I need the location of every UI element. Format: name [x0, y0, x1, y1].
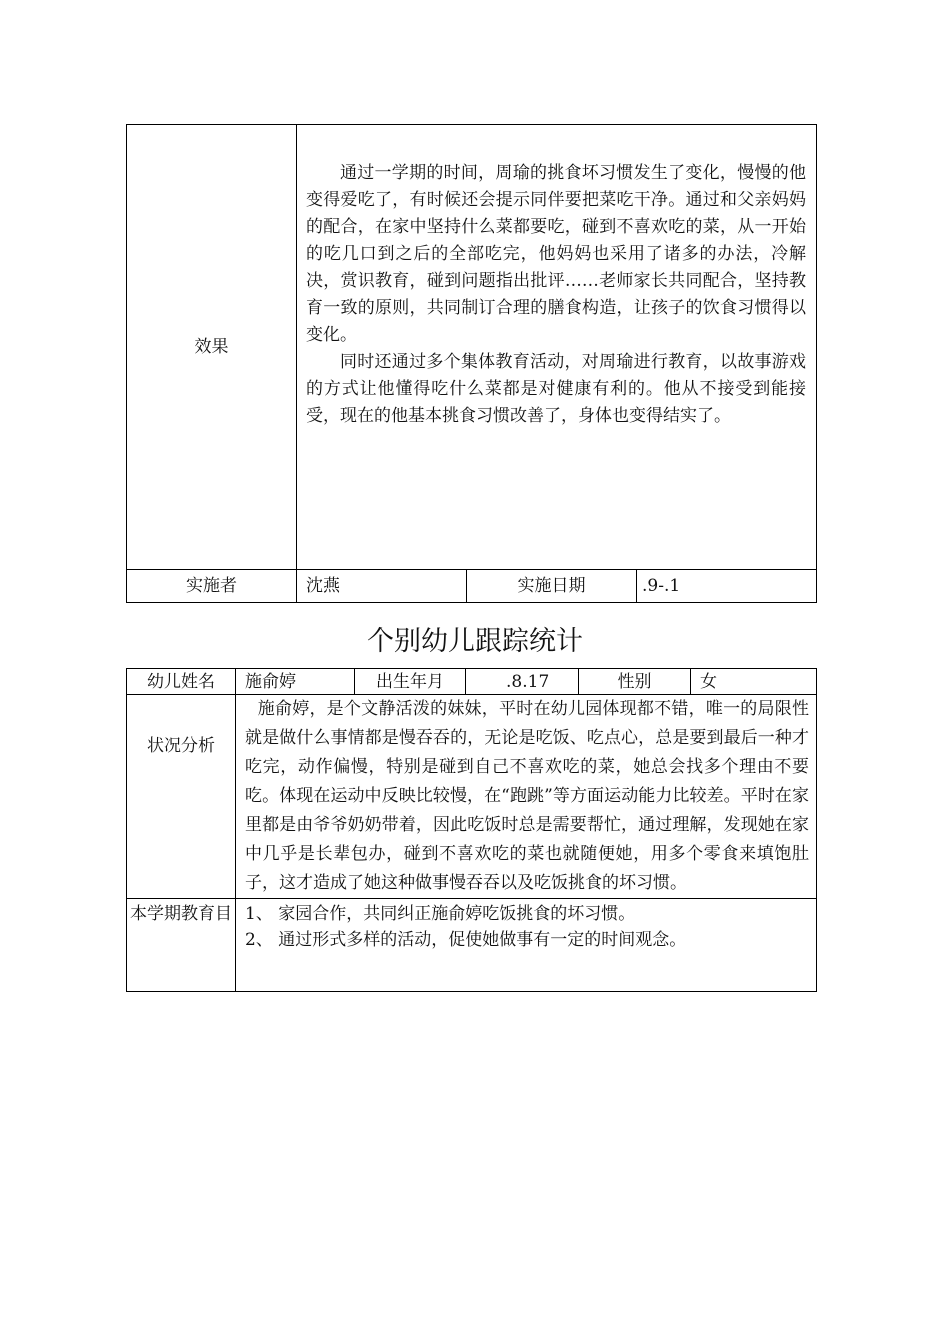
effect-content	[297, 125, 817, 570]
implementer-label: 实施者	[127, 570, 297, 603]
child-name-label: 幼儿姓名	[127, 669, 236, 695]
implementation-date-value: .9-.1	[637, 570, 817, 603]
goals-content	[236, 899, 817, 992]
birth-date-label: 出生年月	[355, 669, 466, 695]
implementation-date-label: 实施日期	[467, 570, 637, 603]
implementer-value: 沈燕	[297, 570, 467, 603]
analysis-text: 施俞婷，是个文静活泼的妹妹，平时在幼儿园体现都不错，唯一的局限性就是做什么事情都是慢吞吞的，无论是吃饭、吃点心，总是要到最后一种才吃完，动作偏慢，特别是碰到自己不喜欢吃的菜，她总会找多个理由不要吃。体现在运动中反映比较慢，在“跑跳”等方面运动能力比较差。平时在家里都是由爷爷奶奶带着，因此吃饭时总是需要帮忙，通过理解，发现她在家中几乎是长辈包办，碰到不喜欢吃的菜也就随便她，用多个零食来填饱肚子，这才造成了她这种做事慢吞吞以及吃饭挑食的坏习惯。	[245, 699, 809, 893]
analysis-row	[127, 695, 817, 899]
effect-paragraph: 通过一学期的时间，周瑜的挑食坏习惯发生了变化，慢慢的他变得爱吃了，有时候还会提示同伴要把菜吃干净。通过和父亲妈妈的配合，在家中坚持什么菜都要吃，碰到不喜欢吃的菜，从一开始的吃几口到之后的全部吃完，他妈妈也采用了诸多的办法，冷解决，赏识教育，碰到问题指出批评……老师家长共同配合，坚持教育一致的原则，共同制订合理的膳食构造，让孩子的饮食习惯得以变化。	[306, 163, 806, 345]
analysis-content	[236, 695, 817, 899]
gender-value: 女	[691, 669, 817, 695]
effect-row	[127, 125, 817, 570]
page-title: 个别幼儿跟踪统计	[367, 626, 583, 657]
goal-item: 2、 通过形式多样的活动，促使她做事有一定的时间观念。	[245, 930, 687, 950]
tracking-record-table	[126, 124, 817, 603]
implementer-row	[127, 570, 817, 603]
goals-label: 本学期教育目	[127, 899, 236, 992]
goal-item: 1、 家园合作，共同纠正施俞婷吃饭挑食的坏习惯。	[245, 904, 636, 924]
analysis-label: 状况分析	[127, 695, 236, 899]
goals-row	[127, 899, 817, 992]
basic-info-row	[127, 669, 817, 695]
child-name-value: 施俞婷	[236, 669, 355, 695]
child-statistics-table	[126, 668, 817, 992]
effect-label: 效果	[127, 125, 297, 570]
birth-date-value: .8.17	[466, 669, 579, 695]
effect-paragraph: 同时还通过多个集体教育活动，对周瑜进行教育，以故事游戏的方式让他懂得吃什么菜都是对健康有利的。他从不接受到能接受，现在的他基本挑食习惯改善了，身体也变得结实了。	[306, 352, 806, 426]
gender-label: 性别	[579, 669, 691, 695]
